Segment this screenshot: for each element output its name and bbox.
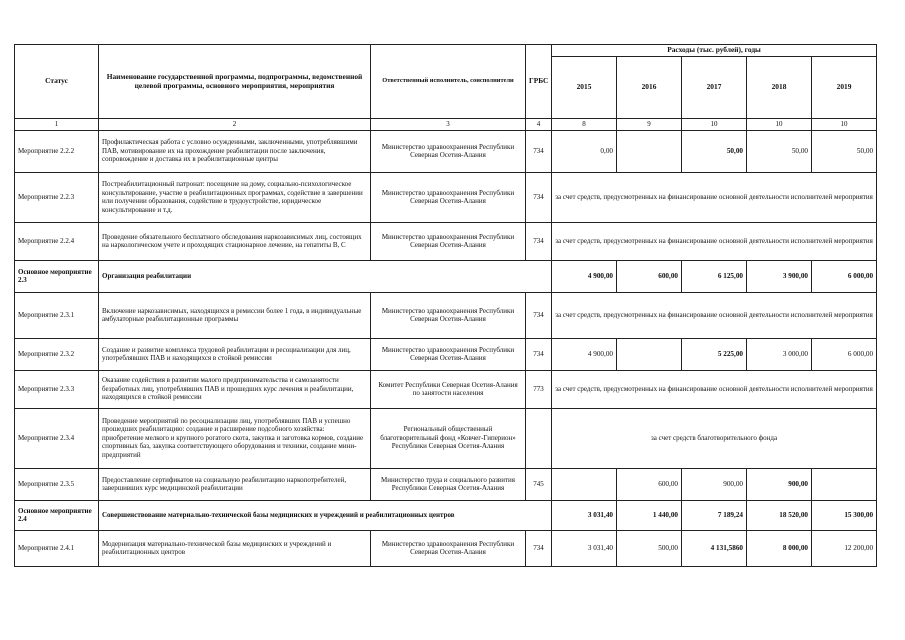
row-value-2016	[617, 338, 682, 370]
row-name: Постреабилитационный патронат: посещение на дому, социально-психологическое консультирование, участие в реабилитационных программах, содействие в завершении или получении образования, содействие в трудоустройстве, юридическое консультирование и т.д.	[99, 172, 371, 222]
table-row	[15, 130, 877, 172]
header-year: 2017	[682, 57, 747, 119]
row-executor: Министерство здравоохранения Республики Северная Осетия-Алания	[371, 292, 526, 338]
row-executor: Министерство здравоохранения Республики Северная Осетия-Алания	[371, 530, 526, 566]
row-value-2016	[617, 130, 682, 172]
row-value-2019: 6 000,00	[812, 260, 877, 292]
row-value-2019: 6 000,00	[812, 338, 877, 370]
header-year: 2019	[812, 57, 877, 119]
row-value-2015: 4 900,00	[552, 260, 617, 292]
row-executor: Министерство труда и социального развития Республики Северная Осетия-Алания	[371, 468, 526, 500]
table-row	[15, 408, 877, 468]
row-name: Профилактическая работа с условно осужденными, заключенными, употреблявшими ПАВ, мотивирование их на прохождение реабилитации после заключения, сопровождение и доставка их в реабилитационные центры	[99, 130, 371, 172]
row-value-2017: 50,00	[682, 130, 747, 172]
table-row-main	[15, 260, 877, 292]
numbering-row	[15, 119, 877, 131]
row-name: Предоставление сертификатов на социальную реабилитацию наркопотребителей, завершивших курс медицинской реабилитации	[99, 468, 371, 500]
header-name: Наименование государственной программы, подпрограммы, ведомственной целевой программы, основного мероприятия, мероприятия	[99, 45, 371, 119]
row-value-2019: 15 300,00	[812, 500, 877, 530]
row-name: Проведение обязательного бесплатного обследования наркозависимых лиц, состоящих на наркологическом учете и проходящих стационарное лечение, на гепатиты В, С	[99, 222, 371, 260]
row-status: Мероприятие 2.3.2	[15, 338, 99, 370]
header-year: 2015	[552, 57, 617, 119]
row-grbs: 734	[526, 172, 552, 222]
row-status: Мероприятие 2.3.3	[15, 370, 99, 408]
row-grbs: 734	[526, 130, 552, 172]
row-value-2015: 4 900,00	[552, 338, 617, 370]
row-value-2019: 50,00	[812, 130, 877, 172]
header-year: 2018	[747, 57, 812, 119]
row-name: Оказание содействия в развитии малого предпринимательства и самозанятости безработных лиц, употреблявших ПАВ и прошедших курс лечения и реабилитации, находящихся в стойкой ремиссии	[99, 370, 371, 408]
table-row	[15, 530, 877, 566]
row-status: Мероприятие 2.4.1	[15, 530, 99, 566]
program-table	[14, 44, 877, 567]
row-value-2017: 5 225,00	[682, 338, 747, 370]
row-value-2019	[812, 468, 877, 500]
row-name: Модернизация материально-технической базы медицинских и учреждений и реабилитационных центров	[99, 530, 371, 566]
row-executor: Министерство здравоохранения Республики Северная Осетия-Алания	[371, 338, 526, 370]
column-number: 1	[15, 119, 99, 131]
row-name: Организация реабилитации	[99, 260, 552, 292]
row-executor: Министерство здравоохранения Республики Северная Осетия-Алания	[371, 130, 526, 172]
table-row	[15, 338, 877, 370]
table-row	[15, 222, 877, 260]
row-status: Мероприятие 2.2.4	[15, 222, 99, 260]
row-value-2019: 12 200,00	[812, 530, 877, 566]
row-value-2018: 3 900,00	[747, 260, 812, 292]
row-executor: Региональный общественный благотворительный фонд «Ковчег-Гиперион» Республики Северная Осетия-Алания	[371, 408, 526, 468]
row-value-2015: 3 031,40	[552, 500, 617, 530]
row-value-2017: 6 125,00	[682, 260, 747, 292]
table-row	[15, 292, 877, 338]
row-grbs: 734	[526, 530, 552, 566]
row-funding-note: за счет средств, предусмотренных на финансирование основной деятельности исполнителей мероприятия	[552, 370, 877, 408]
row-value-2018: 8 000,00	[747, 530, 812, 566]
row-executor: Комитет Республики Северная Осетия-Алания по занятости населения	[371, 370, 526, 408]
row-value-2016: 600,00	[617, 468, 682, 500]
row-value-2018: 900,00	[747, 468, 812, 500]
row-grbs: 745	[526, 468, 552, 500]
header-grbs: ГРБС	[526, 45, 552, 119]
row-value-2018: 3 000,00	[747, 338, 812, 370]
row-name: Включение наркозависимых, находящихся в ремиссии более 1 года, в индивидуальные амбулаторные реабилитационные программы	[99, 292, 371, 338]
row-value-2015: 3 031,40	[552, 530, 617, 566]
row-value-2015: 0,00	[552, 130, 617, 172]
column-number: 10	[812, 119, 877, 131]
header-expenses: Расходы (тыс. рублей), годы	[552, 45, 877, 57]
column-number: 10	[682, 119, 747, 131]
header-executor: Ответственный исполнитель, соисполнители	[371, 45, 526, 119]
row-grbs	[526, 408, 552, 468]
row-grbs: 734	[526, 222, 552, 260]
row-executor: Министерство здравоохранения Республики Северная Осетия-Алания	[371, 222, 526, 260]
header-year: 2016	[617, 57, 682, 119]
row-status: Основное мероприятие 2.4	[15, 500, 99, 530]
row-status: Мероприятие 2.2.3	[15, 172, 99, 222]
table-row	[15, 172, 877, 222]
row-status: Мероприятие 2.3.5	[15, 468, 99, 500]
column-number: 10	[747, 119, 812, 131]
column-number: 3	[371, 119, 526, 131]
row-name: Создание и развитие комплекса трудовой реабилитации и ресоциализации для лиц, употреблявших ПАВ и находящихся в стойкой ремиссии	[99, 338, 371, 370]
row-funding-note: за счет средств, предусмотренных на финансирование основной деятельности исполнителей мероприятия	[552, 222, 877, 260]
row-funding-note: за счет средств, предусмотренных на финансирование основной деятельности исполнителей мероприятия	[552, 292, 877, 338]
row-name: Проведение мероприятий по ресоциализации лиц, употреблявших ПАВ и успешно прошедших реабилитацию: создание и расширение подсобного хозяйства: приобретение мелкого и крупного рогатого скота, закупка и заготовка кормов, создание спортивных баз, закупка соответствующего оборудования и техники, создание мини-предприятий	[99, 408, 371, 468]
row-grbs: 773	[526, 370, 552, 408]
row-value-2015	[552, 468, 617, 500]
row-value-2016: 500,00	[617, 530, 682, 566]
row-status: Мероприятие 2.3.1	[15, 292, 99, 338]
row-value-2016: 600,00	[617, 260, 682, 292]
row-status: Мероприятие 2.3.4	[15, 408, 99, 468]
row-executor: Министерство здравоохранения Республики Северная Осетия-Алания	[371, 172, 526, 222]
table-row	[15, 468, 877, 500]
row-funding-note: за счет средств благотворительного фонда	[552, 408, 877, 468]
column-number: 8	[552, 119, 617, 131]
row-funding-note: за счет средств, предусмотренных на финансирование основной деятельности исполнителей мероприятия	[552, 172, 877, 222]
row-status: Мероприятие 2.2.2	[15, 130, 99, 172]
row-value-2018: 18 520,00	[747, 500, 812, 530]
row-value-2018: 50,00	[747, 130, 812, 172]
column-number: 2	[99, 119, 371, 131]
row-value-2017: 4 131,5860	[682, 530, 747, 566]
column-number: 4	[526, 119, 552, 131]
row-grbs: 734	[526, 338, 552, 370]
row-name: Совершенствование материально-технической базы медицинских и учреждений и реабилитационных центров	[99, 500, 552, 530]
row-value-2016: 1 440,00	[617, 500, 682, 530]
table-row	[15, 370, 877, 408]
row-grbs: 734	[526, 292, 552, 338]
row-status: Основное мероприятие 2.3	[15, 260, 99, 292]
table-row-main	[15, 500, 877, 530]
header-status: Статус	[15, 45, 99, 119]
row-value-2017: 900,00	[682, 468, 747, 500]
column-number: 9	[617, 119, 682, 131]
row-value-2017: 7 189,24	[682, 500, 747, 530]
